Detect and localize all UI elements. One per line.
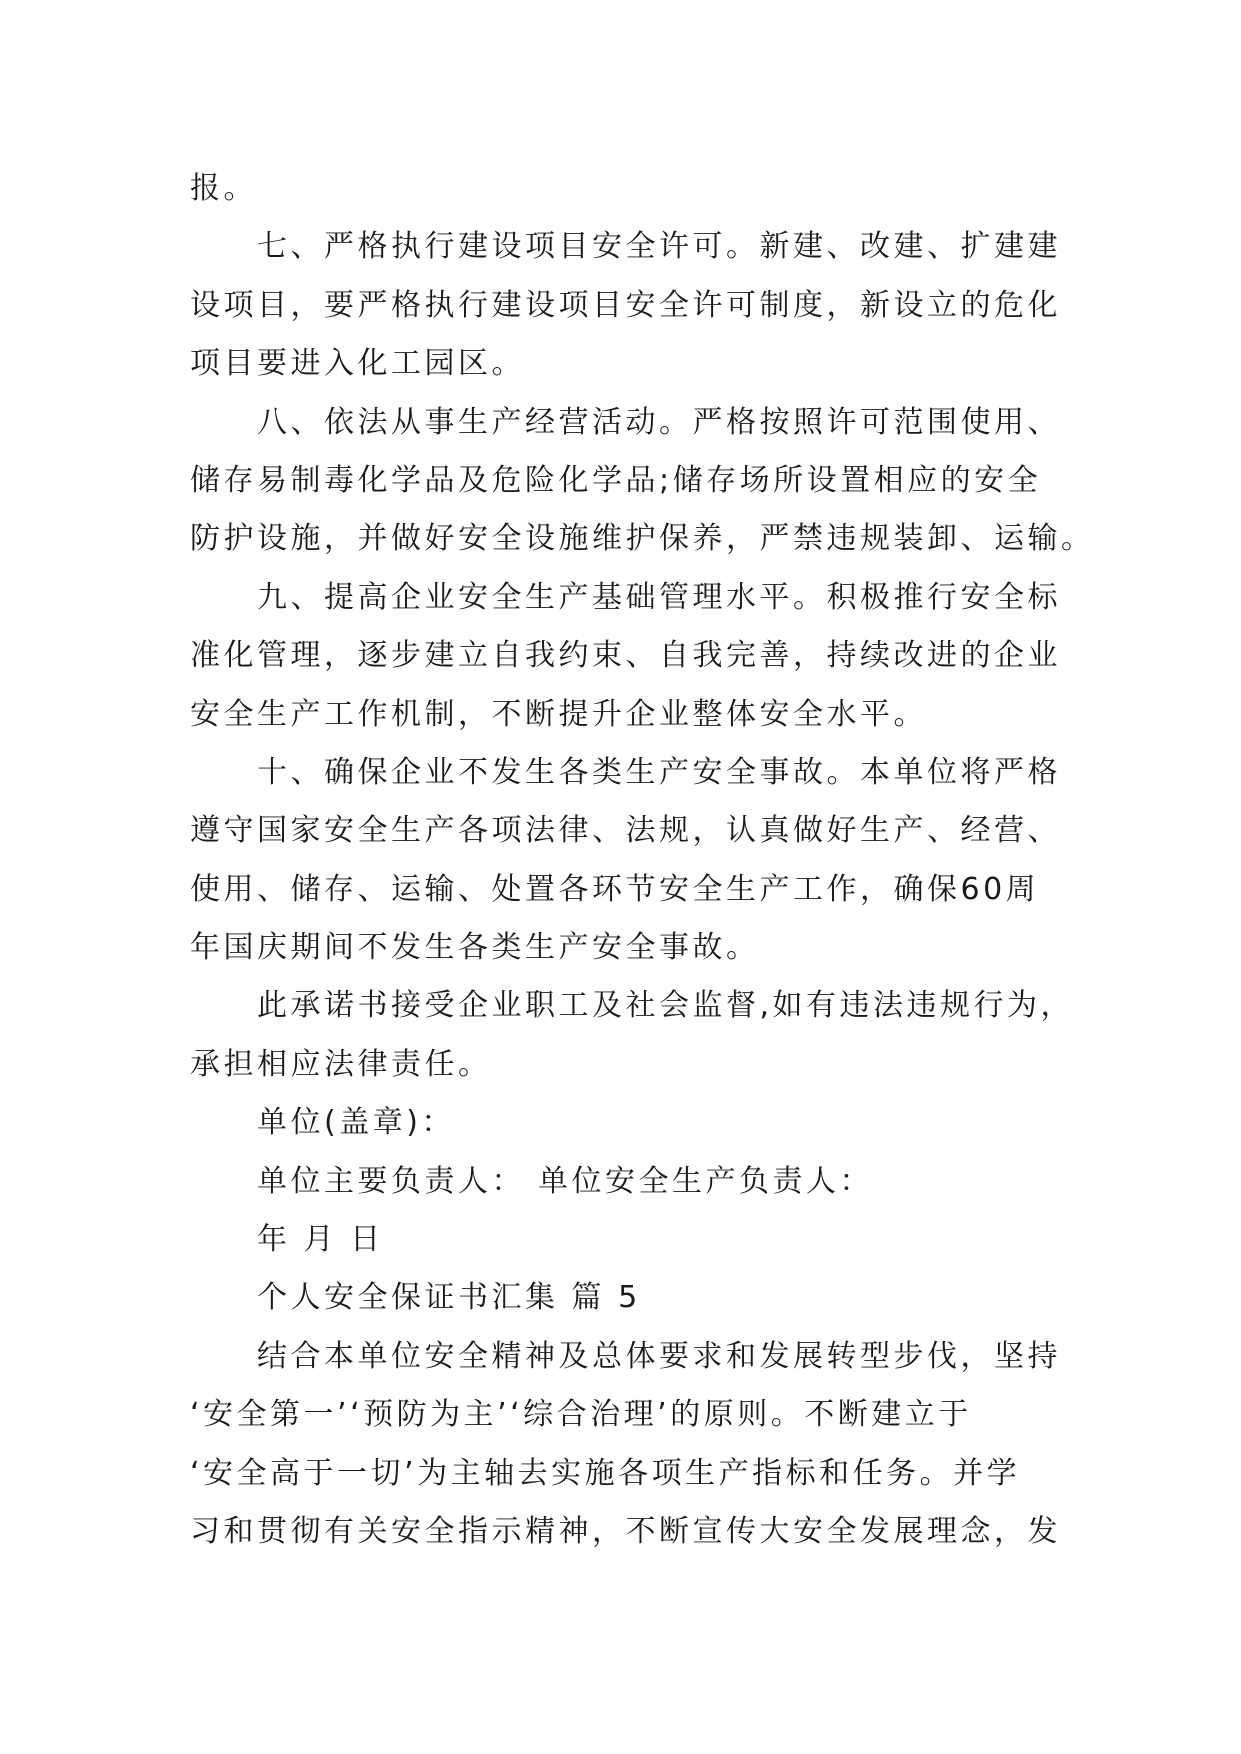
- text-line: 年 月 日: [257, 1222, 384, 1258]
- text-line: 九、提高企业安全生产基础管理水平。积极推行安全标: [257, 579, 1061, 615]
- text-line: 设项目，要严格执行建设项目安全许可制度，新设立的危化: [190, 287, 1061, 323]
- text-line: 承担相应法律责任。: [190, 1046, 492, 1082]
- text-line: 七、严格执行建设项目安全许可。新建、改建、扩建建: [257, 229, 1061, 265]
- text-line: 遵守国家安全生产各项法律、法规，认真做好生产、经营、: [190, 813, 1061, 849]
- text-line: 八、依法从事生产经营活动。严格按照许可范围使用、: [257, 404, 1061, 440]
- text-line: 使用、储存、运输、处置各环节安全生产工作，确保60周: [190, 871, 1040, 907]
- text-line: 项目要进入化工园区。: [190, 346, 525, 382]
- text-line: 准化管理，逐步建立自我约束、自我完善，持续改进的企业: [190, 638, 1061, 674]
- text-line: 单位(盖章)：: [257, 1105, 455, 1141]
- document-body: [190, 160, 1095, 1561]
- text-line: 个人安全保证书汇集 篇 5: [257, 1280, 641, 1316]
- text-line: 安全生产工作机制，不断提升企业整体安全水平。: [190, 696, 927, 732]
- text-line: 储存易制毒化学品及危险化学品;储存场所设置相应的安全: [190, 462, 1042, 498]
- text-line: 年国庆期间不发生各类生产安全事故。: [190, 930, 760, 966]
- text-line: 十、确保企业不发生各类生产安全事故。本单位将严格: [257, 754, 1061, 790]
- text-line: ‘安全第一’‘预防为主’‘综合治理’的原则。不断建立于: [190, 1397, 972, 1433]
- text-line: 防护设施，并做好安全设施维护保养，严禁违规装卸、运输。: [190, 521, 1095, 557]
- text-line: 习和贯彻有关安全指示精神，不断宣传大安全发展理念，发: [190, 1513, 1061, 1549]
- text-line: ‘安全高于一切’为主轴去实施各项生产指标和任务。并学: [190, 1455, 1021, 1491]
- text-line: 此承诺书接受企业职工及社会监督,如有违法违规行为，: [257, 988, 1075, 1024]
- text-line: 结合本单位安全精神及总体要求和发展转型步伐，坚持: [257, 1338, 1061, 1374]
- text-line: 单位主要负责人： 单位安全生产负责人：: [257, 1163, 874, 1199]
- text-line: 报。: [190, 171, 257, 206]
